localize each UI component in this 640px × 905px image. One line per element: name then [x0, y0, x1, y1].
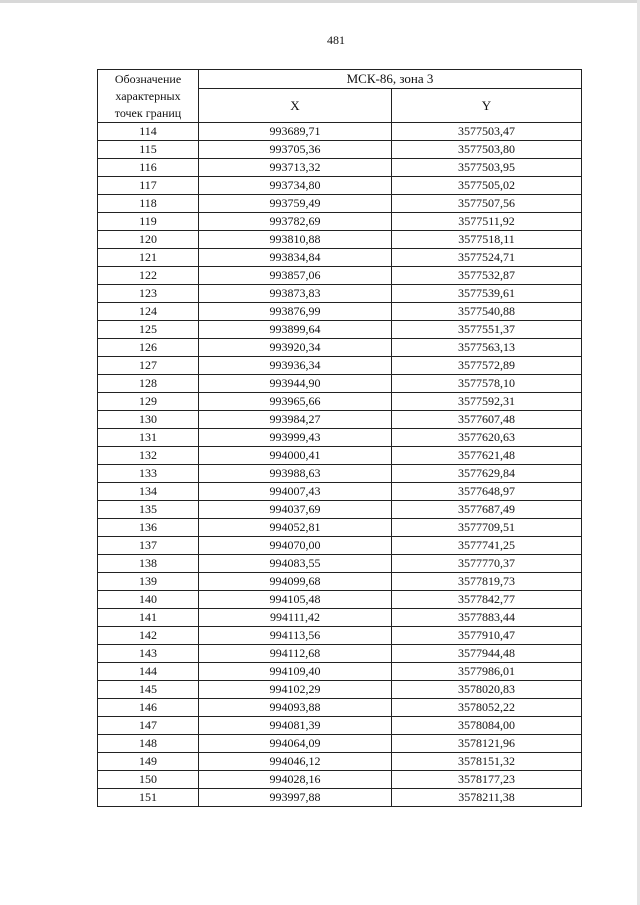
x-cell: 994064,09 — [199, 735, 392, 753]
table-row — [98, 681, 582, 699]
y-cell: 3577572,89 — [392, 357, 582, 375]
x-cell: 993734,80 — [199, 177, 392, 195]
y-cell: 3577648,97 — [392, 483, 582, 501]
y-cell: 3577511,92 — [392, 213, 582, 231]
table-row — [98, 519, 582, 537]
point-cell: 138 — [98, 555, 199, 573]
x-cell: 994000,41 — [199, 447, 392, 465]
y-cell: 3577629,84 — [392, 465, 582, 483]
table-row — [98, 285, 582, 303]
point-cell: 129 — [98, 393, 199, 411]
x-cell: 993705,36 — [199, 141, 392, 159]
point-cell: 144 — [98, 663, 199, 681]
y-cell: 3578211,38 — [392, 789, 582, 807]
y-cell: 3577910,47 — [392, 627, 582, 645]
table-row — [98, 609, 582, 627]
y-cell: 3577518,11 — [392, 231, 582, 249]
x-cell: 994099,68 — [199, 573, 392, 591]
table-row — [98, 249, 582, 267]
y-cell: 3578052,22 — [392, 699, 582, 717]
table-row — [98, 231, 582, 249]
y-cell: 3577505,02 — [392, 177, 582, 195]
x-cell: 993984,27 — [199, 411, 392, 429]
point-cell: 126 — [98, 339, 199, 357]
x-cell: 994105,48 — [199, 591, 392, 609]
point-cell: 141 — [98, 609, 199, 627]
x-cell: 993759,49 — [199, 195, 392, 213]
point-cell: 135 — [98, 501, 199, 519]
table-row — [98, 447, 582, 465]
point-cell: 130 — [98, 411, 199, 429]
y-cell: 3577551,37 — [392, 321, 582, 339]
point-cell: 146 — [98, 699, 199, 717]
y-cell: 3577563,13 — [392, 339, 582, 357]
y-cell: 3577842,77 — [392, 591, 582, 609]
table-header — [98, 70, 582, 123]
point-cell: 151 — [98, 789, 199, 807]
page-top-edge — [0, 0, 640, 3]
table-row — [98, 141, 582, 159]
table-row — [98, 465, 582, 483]
y-cell: 3577687,49 — [392, 501, 582, 519]
table-row — [98, 735, 582, 753]
table-row — [98, 663, 582, 681]
x-cell: 993965,66 — [199, 393, 392, 411]
table-row — [98, 771, 582, 789]
y-cell: 3577986,01 — [392, 663, 582, 681]
y-cell: 3577503,47 — [392, 123, 582, 141]
y-cell: 3577621,48 — [392, 447, 582, 465]
table-row — [98, 321, 582, 339]
y-cell: 3577578,10 — [392, 375, 582, 393]
y-cell: 3578121,96 — [392, 735, 582, 753]
table-row — [98, 537, 582, 555]
x-cell: 993713,32 — [199, 159, 392, 177]
table-row — [98, 555, 582, 573]
coordinates-table — [97, 69, 582, 807]
point-cell: 147 — [98, 717, 199, 735]
y-cell: 3578084,00 — [392, 717, 582, 735]
point-cell: 150 — [98, 771, 199, 789]
table-row — [98, 429, 582, 447]
y-cell: 3577507,56 — [392, 195, 582, 213]
point-cell: 148 — [98, 735, 199, 753]
page-number: 481 — [327, 33, 345, 47]
table-row — [98, 645, 582, 663]
x-cell: 993876,99 — [199, 303, 392, 321]
x-cell: 993944,90 — [199, 375, 392, 393]
designation-header — [98, 70, 199, 123]
table-row — [98, 357, 582, 375]
point-cell: 119 — [98, 213, 199, 231]
x-cell: 994046,12 — [199, 753, 392, 771]
x-cell: 994052,81 — [199, 519, 392, 537]
y-cell: 3577944,48 — [392, 645, 582, 663]
x-cell: 993689,71 — [199, 123, 392, 141]
x-cell: 994007,43 — [199, 483, 392, 501]
point-cell: 118 — [98, 195, 199, 213]
y-cell: 3577620,63 — [392, 429, 582, 447]
table-row — [98, 339, 582, 357]
x-cell: 993873,83 — [199, 285, 392, 303]
point-cell: 117 — [98, 177, 199, 195]
y-cell: 3578177,23 — [392, 771, 582, 789]
y-cell: 3578151,32 — [392, 753, 582, 771]
point-cell: 125 — [98, 321, 199, 339]
y-cell: 3577709,51 — [392, 519, 582, 537]
point-cell: 142 — [98, 627, 199, 645]
point-cell: 133 — [98, 465, 199, 483]
table-row — [98, 591, 582, 609]
table-row — [98, 195, 582, 213]
table-row — [98, 789, 582, 807]
x-cell: 993999,43 — [199, 429, 392, 447]
point-cell: 149 — [98, 753, 199, 771]
y-column-header: Y — [392, 89, 582, 123]
x-cell: 994083,55 — [199, 555, 392, 573]
point-cell: 132 — [98, 447, 199, 465]
point-cell: 115 — [98, 141, 199, 159]
table-row — [98, 483, 582, 501]
table-row — [98, 699, 582, 717]
point-cell: 120 — [98, 231, 199, 249]
y-cell: 3577592,31 — [392, 393, 582, 411]
x-cell: 994113,56 — [199, 627, 392, 645]
y-cell: 3577883,44 — [392, 609, 582, 627]
table-row — [98, 267, 582, 285]
table-row — [98, 411, 582, 429]
x-cell: 993782,69 — [199, 213, 392, 231]
x-cell: 993899,64 — [199, 321, 392, 339]
point-cell: 121 — [98, 249, 199, 267]
x-column-header: X — [199, 89, 392, 123]
table-row — [98, 393, 582, 411]
point-cell: 136 — [98, 519, 199, 537]
y-cell: 3578020,83 — [392, 681, 582, 699]
y-cell: 3577741,25 — [392, 537, 582, 555]
table-row — [98, 627, 582, 645]
table-row — [98, 159, 582, 177]
x-cell: 994112,68 — [199, 645, 392, 663]
x-cell: 994111,42 — [199, 609, 392, 627]
table-row — [98, 303, 582, 321]
table-row — [98, 375, 582, 393]
table-body — [98, 123, 582, 807]
x-cell: 993936,34 — [199, 357, 392, 375]
point-cell: 137 — [98, 537, 199, 555]
x-cell: 993810,88 — [199, 231, 392, 249]
point-cell: 127 — [98, 357, 199, 375]
point-cell: 122 — [98, 267, 199, 285]
x-cell: 994102,29 — [199, 681, 392, 699]
table-row — [98, 753, 582, 771]
table-row — [98, 177, 582, 195]
point-cell: 128 — [98, 375, 199, 393]
y-cell: 3577524,71 — [392, 249, 582, 267]
x-cell: 994070,00 — [199, 537, 392, 555]
designation-header-line: Обозначение — [114, 72, 182, 86]
point-cell: 140 — [98, 591, 199, 609]
y-cell: 3577539,61 — [392, 285, 582, 303]
table-row — [98, 213, 582, 231]
point-cell: 116 — [98, 159, 199, 177]
table-row — [98, 123, 582, 141]
point-cell: 134 — [98, 483, 199, 501]
coordinate-system-header: МСК-86, зона 3 — [199, 70, 582, 89]
x-cell: 993988,63 — [199, 465, 392, 483]
x-cell: 993834,84 — [199, 249, 392, 267]
x-cell: 993920,34 — [199, 339, 392, 357]
designation-header-line: характерных — [115, 89, 181, 103]
x-cell: 994081,39 — [199, 717, 392, 735]
y-cell: 3577819,73 — [392, 573, 582, 591]
point-cell: 114 — [98, 123, 199, 141]
point-cell: 131 — [98, 429, 199, 447]
point-cell: 143 — [98, 645, 199, 663]
table-row — [98, 573, 582, 591]
x-cell: 994109,40 — [199, 663, 392, 681]
y-cell: 3577770,37 — [392, 555, 582, 573]
y-cell: 3577532,87 — [392, 267, 582, 285]
x-cell: 994037,69 — [199, 501, 392, 519]
x-cell: 994028,16 — [199, 771, 392, 789]
y-cell: 3577540,88 — [392, 303, 582, 321]
x-cell: 993857,06 — [199, 267, 392, 285]
table-row — [98, 717, 582, 735]
point-cell: 145 — [98, 681, 199, 699]
point-cell: 124 — [98, 303, 199, 321]
designation-header-line: точек границ — [114, 106, 182, 120]
x-cell: 993997,88 — [199, 789, 392, 807]
y-cell: 3577503,95 — [392, 159, 582, 177]
x-cell: 994093,88 — [199, 699, 392, 717]
table-row — [98, 501, 582, 519]
point-cell: 139 — [98, 573, 199, 591]
y-cell: 3577607,48 — [392, 411, 582, 429]
y-cell: 3577503,80 — [392, 141, 582, 159]
point-cell: 123 — [98, 285, 199, 303]
